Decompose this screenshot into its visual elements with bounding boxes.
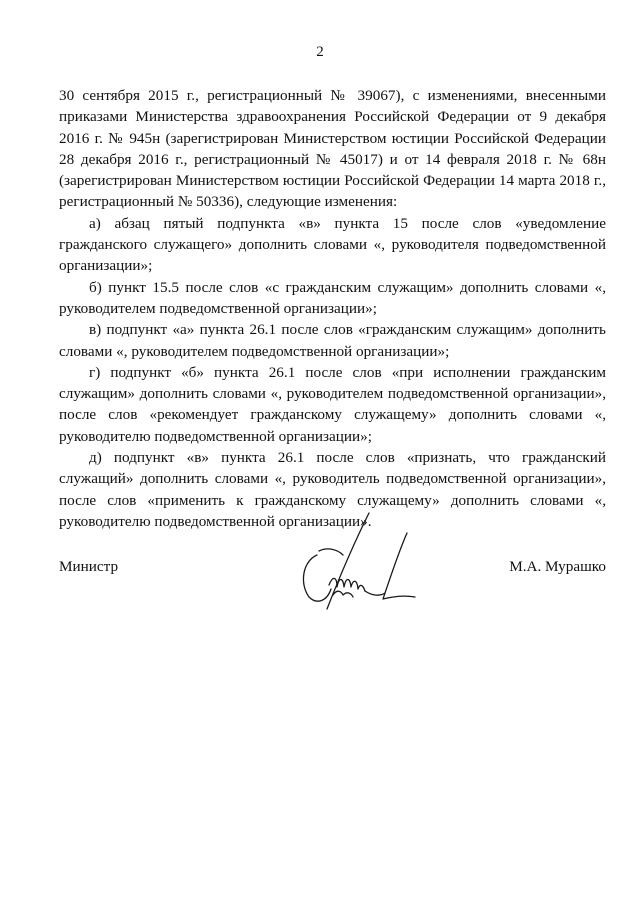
page-number: 2 bbox=[316, 44, 324, 60]
signature-strokes bbox=[303, 513, 415, 609]
amendment-item-d: д) подпункт «в» пункта 26.1 после слов «признать, что гражданский служащий» дополнить словами «, руководитель подведомственной организации», после слов «применить к гражданскому служащему» дополнить словами «, руководителю подведомственной организации». bbox=[59, 449, 606, 530]
signer-position: Министр bbox=[59, 558, 119, 575]
amendment-item-v: в) подпункт «а» пункта 26.1 после слов «гражданским служащим» дополнить словами «, руководителем подведомственной организации»; bbox=[59, 321, 606, 360]
signer-name: М.А. Мурашко bbox=[509, 558, 606, 575]
amendment-item-g: г) подпункт «б» пункта 26.1 после слов «при исполнении гражданским служащим» дополнить словами «, руководителем подведомственной организации», после слов «рекомендует гражданскому служащему» дополнить словами «, руководителю подведомственной организации»; bbox=[59, 363, 606, 445]
document-body bbox=[59, 85, 606, 532]
intro-paragraph: 30 сентября 2015 г., регистрационный № 39067), с изменениями, внесенными приказами Министерства здравоохранения Российской Федерации от 9 декабря 2016 г. № 945н (зарегистрирован Министерством юстиции Российской Федерации 28 декабря 2016 г., регистрационный № 45017) и от 14 февраля 2018 г. № 68н (зарегистрирован Министерством юстиции Российской Федерации 14 марта 2018 г., регистрационный № 50336), следующие изменения: bbox=[59, 87, 606, 211]
amendment-item-b: б) пункт 15.5 после слов «с гражданским служащим» дополнить словами «, руководителем подведомственной организации»; bbox=[59, 278, 606, 317]
handwritten-signature-icon bbox=[287, 505, 437, 615]
signature-block bbox=[59, 555, 606, 625]
amendment-item-a: а) абзац пятый подпункта «в» пункта 15 после слов «уведомление гражданского служащего» дополнить словами «, руководителя подведомственной организации»; bbox=[59, 214, 606, 275]
